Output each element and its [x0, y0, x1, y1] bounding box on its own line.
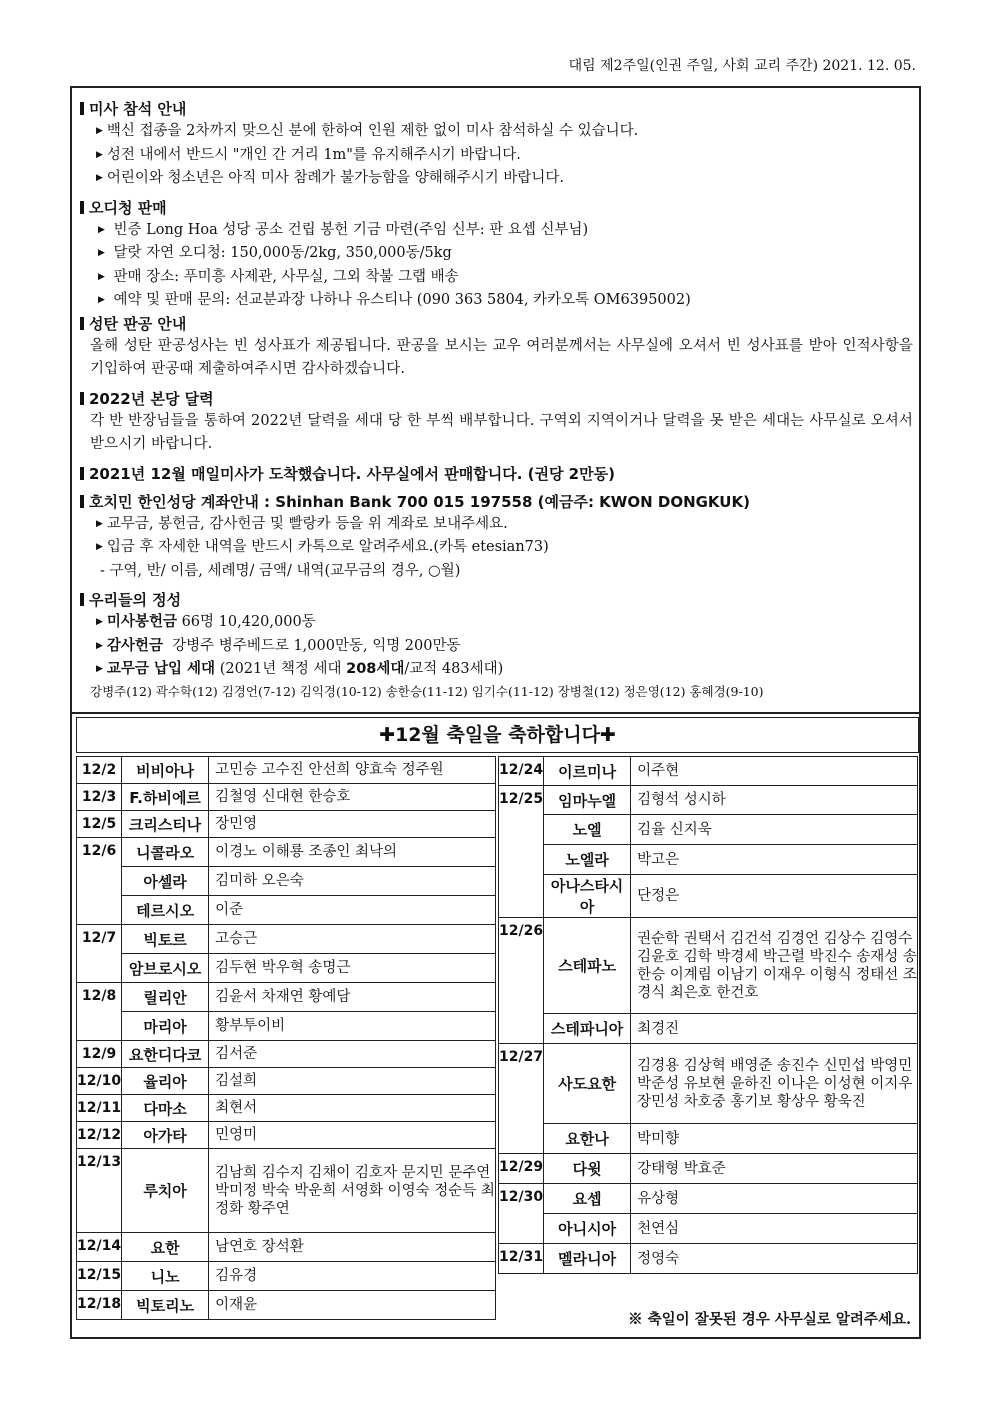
- feast-row: [77, 1041, 496, 1068]
- feast-row: [499, 1014, 918, 1044]
- feast-date: 12/8: [77, 983, 122, 1041]
- parishioner-names: 권순학 권택서 김건석 김경언 김상수 김영수 김윤호 김학 박경세 박근렬 박진수 송재성 송한승 이계림 이남기 이재우 이형식 정태선 조경식 최은호 한건호: [631, 918, 918, 1014]
- feast-row: [77, 757, 496, 784]
- cross-icon: ✚: [379, 724, 396, 746]
- parishioner-names: 최현서: [209, 1095, 496, 1122]
- saint-name: 크리스티나: [122, 811, 209, 838]
- feast-date: 12/18: [77, 1291, 122, 1320]
- saint-name: 율리아: [122, 1068, 209, 1095]
- triangle-bullet-icon: ▶: [96, 640, 103, 651]
- saint-name: F.하비에르: [122, 784, 209, 811]
- feast-row: [499, 918, 918, 1014]
- saint-name: 테르시오: [122, 896, 209, 925]
- parishioner-names: 천연심: [631, 1214, 918, 1244]
- feast-date: 12/11: [77, 1095, 122, 1122]
- saint-name: 아가타: [122, 1122, 209, 1149]
- feast-row: [77, 867, 496, 896]
- section-title-account: [80, 491, 913, 513]
- saint-name: 임마누엘: [544, 786, 631, 815]
- saint-name: 아셀라: [122, 867, 209, 896]
- feast-date: 12/2: [77, 757, 122, 784]
- syrup-line: ▶ 예약 및 판매 문의: 선교분과장 나하나 유스티나 (090 363 5804, 카카오톡 OM6395002): [98, 292, 691, 308]
- feast-row: [77, 983, 496, 1012]
- saint-name: 비비아나: [122, 757, 209, 784]
- parishioner-names: 김미하 오은숙: [209, 867, 496, 896]
- feast-row: [499, 757, 918, 786]
- triangle-bullet-icon: ▶: [96, 542, 103, 552]
- saint-name: 니노: [122, 1262, 209, 1291]
- feast-row: [499, 845, 918, 875]
- feast-row: [77, 896, 496, 925]
- section-title-mass: [80, 98, 913, 120]
- feast-row: [499, 1184, 918, 1214]
- section-marker: [80, 467, 84, 480]
- parishioner-names: 고승근: [209, 925, 496, 954]
- section-marker: [80, 317, 84, 330]
- parishioner-names: 이경노 이해룡 조종인 최낙의: [209, 838, 496, 867]
- feast-row: [77, 784, 496, 811]
- parishioner-names: 고민승 고수진 안선희 양효숙 정주원: [209, 757, 496, 784]
- section-marker: [80, 593, 84, 606]
- feast-date: 12/31: [499, 1244, 544, 1274]
- feast-title: [76, 717, 919, 753]
- feast-row: [499, 875, 918, 918]
- section-title-text: 미사 참석 안내: [89, 100, 187, 118]
- feast-day-box: [70, 714, 921, 1339]
- parishioner-names: 김율 신지욱: [631, 815, 918, 845]
- parishioner-names: 황부투이비: [209, 1012, 496, 1041]
- section-title-calendar: [80, 388, 913, 410]
- saint-name: 다윗: [544, 1154, 631, 1184]
- feast-correction-note: ※ 축일이 잘못된 경우 사무실로 알려주세요.: [628, 1311, 911, 1328]
- mass-line: ▶ 어린이와 청소년은 아직 미사 참례가 불가능함을 양해해주시기 바랍니다.: [96, 170, 565, 186]
- parishioner-names: 이준: [209, 896, 496, 925]
- saint-name: 요한디다코: [122, 1041, 209, 1068]
- section-title-christmas: [80, 313, 913, 335]
- saint-name: 빅토리노: [122, 1291, 209, 1320]
- triangle-bullet-icon: ▶: [96, 617, 103, 627]
- feast-title-text: 12월 축일을 축하합니다: [395, 724, 600, 746]
- feast-row: [77, 838, 496, 867]
- triangle-bullet-icon: ▶: [96, 149, 103, 160]
- feast-date: 12/14: [77, 1233, 122, 1262]
- feast-row: [499, 1244, 918, 1274]
- saint-name: 빅토르: [122, 925, 209, 954]
- feast-date: 12/12: [77, 1122, 122, 1149]
- parishioner-names: 민영미: [209, 1122, 496, 1149]
- saint-name: 사도요한: [544, 1044, 631, 1124]
- feast-table-right: [498, 756, 918, 1274]
- section-title-text: 2021년 12월 매일미사가 도착했습니다. 사무실에서 판매합니다. (권당 2만동): [89, 464, 615, 483]
- saint-name: 아니시아: [544, 1214, 631, 1244]
- feast-date: 12/5: [77, 811, 122, 838]
- saint-name: 릴리안: [122, 983, 209, 1012]
- triangle-bullet-icon: ▶: [98, 224, 105, 235]
- notices-box: [70, 86, 921, 714]
- triangle-bullet-icon: ▶: [96, 664, 103, 674]
- saint-name: 니콜라오: [122, 838, 209, 867]
- saint-name: 아나스타시아: [544, 875, 631, 918]
- parishioner-names: 이재윤: [209, 1291, 496, 1320]
- syrup-line: ▶ 달랏 자연 오디청: 150,000동/2kg, 350,000동/5kg: [98, 245, 452, 261]
- parishioner-names: 김설희: [209, 1068, 496, 1095]
- feast-date: 12/6: [77, 838, 122, 925]
- saint-name: 루치아: [122, 1149, 209, 1233]
- triangle-bullet-icon: ▶: [96, 173, 103, 183]
- feast-row: [77, 1291, 496, 1320]
- syrup-line: ▶ 판매 장소: 푸미흥 사제관, 사무실, 그외 착불 그랩 배송: [98, 268, 459, 285]
- saint-name: 노엘라: [544, 845, 631, 875]
- parishioner-names: 장민영: [209, 811, 496, 838]
- account-detail-line: - 구역, 반/ 이름, 세례명/ 금액/ 내역(교무금의 경우, ○월): [100, 562, 461, 579]
- offering-dues-line: ▶ 교무금 납입 세대 (2021년 책정 세대 208세대/교적 483세대): [96, 661, 504, 677]
- feast-row: [499, 1154, 918, 1184]
- parishioner-names: 김경용 김상혁 배영준 송진수 신민섭 박영민 박준성 유보현 윤하진 이나은 이성현 이지우 장민성 차호중 홍기보 황상우 황욱진: [631, 1044, 918, 1124]
- feast-row: [77, 1262, 496, 1291]
- offering-mass-line: ▶ 미사봉헌금 66명 10,420,000동: [96, 614, 316, 630]
- parishioner-names: 정영숙: [631, 1244, 918, 1274]
- feast-date: 12/3: [77, 784, 122, 811]
- mass-line: ▶ 성전 내에서 반드시 "개인 간 거리 1m"를 유지해주시기 바랍니다.: [96, 146, 521, 163]
- christmas-text: 올해 성탄 판공성사는 빈 성사표가 제공됩니다. 판공을 보시는 교우 여러분께서는 사무실에 오셔서 빈 성사표를 받아 인적사항을 기입하여 판공때 제출하여주시면 감사하겠습니다.: [90, 337, 913, 377]
- section-marker: [80, 201, 84, 214]
- triangle-bullet-icon: ▶: [98, 271, 105, 282]
- parishioner-names: 유상형: [631, 1184, 918, 1214]
- saint-name: 스테파노: [544, 918, 631, 1014]
- triangle-bullet-icon: ▶: [98, 295, 105, 305]
- saint-name: 스테파니아: [544, 1014, 631, 1044]
- feast-row: [499, 1124, 918, 1154]
- section-title-text: 2022년 본당 달력: [89, 389, 214, 408]
- parishioner-names: 김철영 신대현 한승호: [209, 784, 496, 811]
- parishioner-names: 최경진: [631, 1014, 918, 1044]
- parishioner-names: 이주현: [631, 757, 918, 786]
- section-marker: [80, 495, 84, 508]
- feast-date: 12/25: [499, 786, 544, 918]
- account-line: ▶ 교무금, 봉헌금, 감사헌금 및 빨랑카 등을 위 계좌로 보내주세요.: [96, 515, 508, 532]
- feast-row: [77, 925, 496, 954]
- triangle-bullet-icon: ▶: [98, 248, 105, 258]
- calendar-text: 각 반 반장님들을 통하여 2022년 달력을 세대 당 한 부씩 배부합니다. 구역외 지역이거나 달력을 못 받은 세대는 사무실로 오셔서 받으시기 바랍니다.: [90, 412, 913, 452]
- section-title-text: 우리들의 정성: [89, 591, 182, 609]
- feast-row: [499, 786, 918, 815]
- feast-date: 12/10: [77, 1068, 122, 1095]
- parishioner-names: 김남희 김수지 김채이 김호자 문지민 문주연 박미정 박숙 박운희 서영화 이영숙 정순득 최정화 황주연: [209, 1149, 496, 1233]
- mass-line: ▶ 백신 접종을 2차까지 맞으신 분에 한하여 인원 제한 없이 미사 참석하실 수 있습니다.: [96, 123, 639, 139]
- saint-name: 암브로시오: [122, 954, 209, 983]
- triangle-bullet-icon: ▶: [96, 126, 103, 136]
- bulletin-date-header: 대림 제2주일(인권 주일, 사회 교리 주간) 2021. 12. 05.: [568, 58, 916, 74]
- feast-row: [77, 1122, 496, 1149]
- feast-table-left: [76, 756, 496, 1320]
- feast-date: 12/27: [499, 1044, 544, 1154]
- feast-date: 12/26: [499, 918, 544, 1044]
- feast-row: [77, 1068, 496, 1095]
- account-line: ▶ 입금 후 자세한 내역을 반드시 카톡으로 알려주세요.(카톡 etesian73): [96, 539, 549, 555]
- section-title-offerings: [80, 589, 913, 611]
- cross-icon: ✚: [599, 724, 616, 746]
- parishioner-names: 김형석 성시하: [631, 786, 918, 815]
- offering-thanks-line: ▶ 감사헌금 강병주 병주베드로 1,000만동, 익명 200만동: [96, 637, 461, 654]
- saint-name: 다마소: [122, 1095, 209, 1122]
- parishioner-names: 단정은: [631, 875, 918, 918]
- feast-row: [499, 815, 918, 845]
- saint-name: 요셉: [544, 1184, 631, 1214]
- feast-date: 12/24: [499, 757, 544, 786]
- feast-row: [77, 1095, 496, 1122]
- section-title-syrup: [80, 197, 913, 219]
- feast-date: 12/13: [77, 1149, 122, 1233]
- saint-name: 요한나: [544, 1124, 631, 1154]
- saint-name: 마리아: [122, 1012, 209, 1041]
- feast-row: [77, 954, 496, 983]
- syrup-line: ▶ 빈증 Long Hoa 성당 공소 건립 봉헌 기금 마련(주임 신부: 판 요셉 신부님): [98, 221, 589, 238]
- feast-row: [77, 1012, 496, 1041]
- feast-date: 12/9: [77, 1041, 122, 1068]
- section-title-daily-missal: [80, 463, 913, 485]
- section-marker: [80, 102, 84, 115]
- saint-name: 이르미나: [544, 757, 631, 786]
- triangle-bullet-icon: ▶: [96, 518, 103, 529]
- parishioner-names: 박고은: [631, 845, 918, 875]
- dues-names: 강병주(12) 곽수학(12) 김경언(7-12) 김익경(10-12) 송한승(11-12) 임기수(11-12) 장병철(12) 정은영(12) 홍혜경(9-10): [90, 683, 764, 699]
- saint-name: 멜라니아: [544, 1244, 631, 1274]
- parishioner-names: 남연호 장석환: [209, 1233, 496, 1262]
- feast-row: [77, 1233, 496, 1262]
- parishioner-names: 김유경: [209, 1262, 496, 1291]
- feast-row: [77, 811, 496, 838]
- saint-name: 요한: [122, 1233, 209, 1262]
- parishioner-names: 김두현 박우혁 송명근: [209, 954, 496, 983]
- saint-name: 노엘: [544, 815, 631, 845]
- parishioner-names: 김윤서 차재연 황예담: [209, 983, 496, 1012]
- parishioner-names: 박미향: [631, 1124, 918, 1154]
- parishioner-names: 강태형 박효준: [631, 1154, 918, 1184]
- parishioner-names: 김서준: [209, 1041, 496, 1068]
- section-title-text: 성탄 판공 안내: [89, 314, 187, 333]
- feast-row: [499, 1044, 918, 1124]
- section-title-text: 오디청 판매: [89, 198, 167, 217]
- feast-row: [77, 1149, 496, 1233]
- section-title-text: 호치민 한인성당 계좌안내 : Shinhan Bank 700 015 197558 (예금주: KWON DONGKUK): [89, 492, 750, 511]
- feast-row: [499, 1214, 918, 1244]
- feast-date: 12/30: [499, 1184, 544, 1244]
- feast-date: 12/15: [77, 1262, 122, 1291]
- feast-date: 12/7: [77, 925, 122, 983]
- section-marker: [80, 392, 84, 405]
- feast-date: 12/29: [499, 1154, 544, 1184]
